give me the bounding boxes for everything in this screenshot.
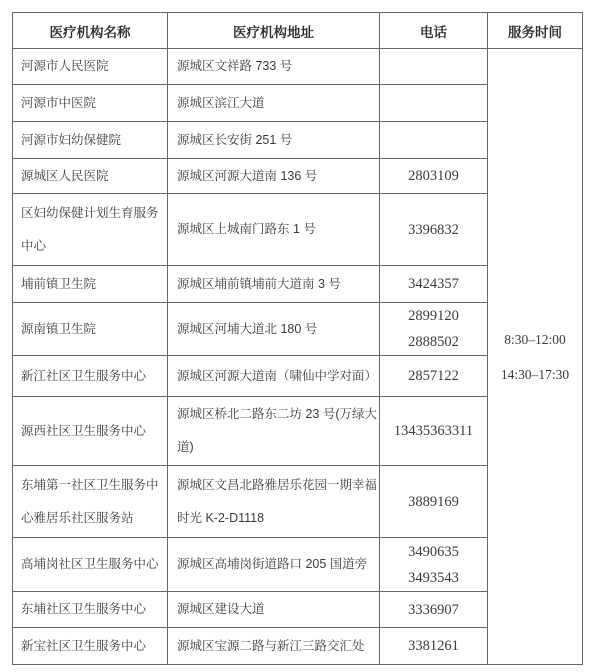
phone-number: 2857122 [408, 368, 459, 384]
institution-name-cell: 东埔第一社区卫生服务中心雅居乐社区服务站 [13, 466, 168, 538]
column-header-phone: 电话 [380, 13, 488, 49]
institution-name-cell: 新江社区卫生服务中心 [13, 356, 168, 397]
institution-name-cell: 源城区人民医院 [13, 159, 168, 194]
phone-cell [380, 628, 488, 665]
table-header-row [13, 13, 583, 49]
medical-institutions-table-container [12, 12, 582, 665]
phone-cell [380, 466, 488, 538]
institution-address-cell: 源城区河源大道南 136 号 [168, 159, 380, 194]
column-header-institution-name: 医疗机构名称 [13, 13, 168, 49]
phone-number: 2899120 [408, 308, 459, 324]
table-header [13, 13, 583, 49]
phone-number: 3396832 [408, 221, 459, 238]
table-body [13, 49, 583, 665]
service-time-cell [488, 49, 583, 665]
institution-name-cell: 河源市人民医院 [13, 49, 168, 85]
phone-cell [380, 592, 488, 628]
phone-cell [380, 194, 488, 266]
column-header-service-time: 服务时间 [488, 13, 583, 49]
service-time-line: 14:30–17:30 [500, 366, 570, 382]
institution-address-cell: 源城区上城南门路东 1 号 [168, 194, 380, 266]
phone-cell [380, 397, 488, 466]
phone-number: 3424357 [408, 276, 459, 292]
phone-cell [380, 159, 488, 194]
service-time-line: 8:30–12:00 [504, 331, 566, 347]
institution-name-cell: 河源市中医院 [13, 85, 168, 122]
phone-cell [380, 266, 488, 303]
institution-name-cell: 高埔岗社区卫生服务中心 [13, 538, 168, 592]
table-row [13, 49, 583, 85]
phone-cell [380, 356, 488, 397]
phone-number: 3336907 [408, 601, 459, 618]
institution-name-cell: 河源市妇幼保健院 [13, 122, 168, 159]
institution-name-cell: 东埔社区卫生服务中心 [13, 592, 168, 628]
phone-number: 13435363311 [393, 423, 474, 439]
institution-name-cell: 埔前镇卫生院 [13, 266, 168, 303]
phone-number: 2888502 [408, 334, 459, 350]
institution-name-cell: 源西社区卫生服务中心 [13, 397, 168, 466]
institution-address-cell: 源城区文祥路 733 号 [168, 49, 380, 85]
institution-address-cell: 源城区河源大道南（啸仙中学对面） [168, 356, 380, 397]
phone-number: 3889169 [408, 493, 459, 510]
institution-address-cell: 源城区埔前镇埔前大道南 3 号 [168, 266, 380, 303]
institution-name-cell: 新宝社区卫生服务中心 [13, 628, 168, 665]
phone-cell [380, 49, 488, 85]
institution-address-cell: 源城区河埔大道北 180 号 [168, 303, 380, 356]
column-header-institution-address: 医疗机构地址 [168, 13, 380, 49]
phone-cell [380, 538, 488, 592]
phone-cell [380, 122, 488, 159]
institution-address-cell: 源城区滨江大道 [168, 85, 380, 122]
institution-address-cell: 源城区文昌北路雅居乐花园一期幸福时光 K-2-D1118 [168, 466, 380, 538]
institution-name-cell: 源南镇卫生院 [13, 303, 168, 356]
institution-name-cell: 区妇幼保健计划生育服务中心 [13, 194, 168, 266]
institution-address-cell: 源城区桥北二路东二坊 23 号(万绿大道) [168, 397, 380, 466]
institution-address-cell: 源城区高埔岗街道路口 205 国道旁 [168, 538, 380, 592]
phone-number: 2803109 [408, 168, 459, 184]
institution-address-cell: 源城区宝源二路与新江三路交汇处 [168, 628, 380, 665]
phone-number: 3381261 [408, 638, 459, 654]
phone-cell [380, 85, 488, 122]
medical-institutions-table [12, 12, 583, 665]
phone-cell [380, 303, 488, 356]
institution-address-cell: 源城区长安街 251 号 [168, 122, 380, 159]
phone-number: 3490635 [408, 543, 459, 560]
phone-number: 3493543 [408, 569, 459, 586]
institution-address-cell: 源城区建设大道 [168, 592, 380, 628]
